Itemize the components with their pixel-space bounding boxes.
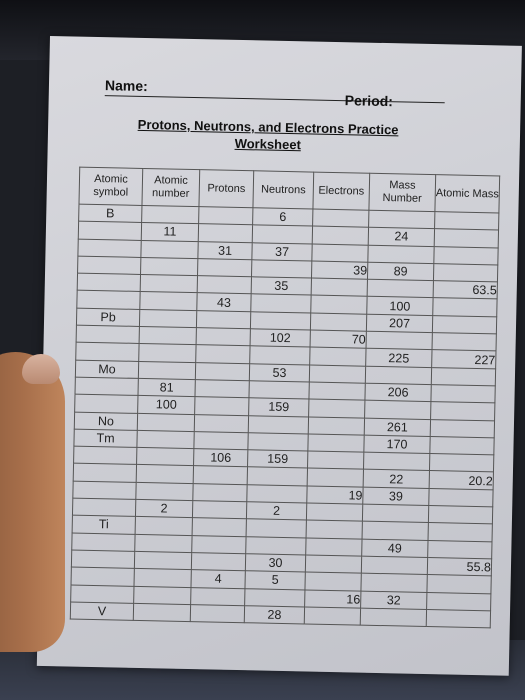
cell-electrons bbox=[305, 572, 361, 590]
cell-atomic-number bbox=[139, 327, 196, 345]
cell-electrons bbox=[312, 226, 368, 244]
cell-electrons bbox=[310, 313, 366, 331]
cell-neutrons: 5 bbox=[245, 571, 305, 590]
header-atomic-mass: Atomic Mass bbox=[435, 175, 500, 213]
cell-electrons bbox=[308, 434, 364, 452]
cell-neutrons bbox=[247, 484, 307, 503]
cell-atomic-symbol: Pb bbox=[76, 308, 139, 327]
header-atomic-symbol: Atomic symbol bbox=[79, 167, 143, 205]
cell-atomic-mass bbox=[428, 540, 492, 559]
cell-atomic-number bbox=[135, 534, 192, 552]
cell-mass-number bbox=[365, 366, 431, 385]
cell-atomic-symbol bbox=[72, 533, 135, 552]
cell-mass-number: 24 bbox=[368, 228, 434, 247]
cell-electrons bbox=[309, 399, 365, 417]
cell-atomic-symbol bbox=[77, 291, 140, 310]
cell-atomic-number: 81 bbox=[138, 378, 195, 396]
name-underline bbox=[105, 95, 445, 103]
cell-mass-number: 22 bbox=[363, 470, 429, 489]
cell-neutrons: 102 bbox=[250, 329, 310, 348]
cell-atomic-mass: 20.2 bbox=[429, 471, 493, 490]
cell-atomic-mass bbox=[433, 263, 497, 282]
title-line-1: Protons, Neutrons, and Electrons Practice bbox=[137, 116, 399, 138]
header-mass-number: Mass Number bbox=[369, 173, 436, 211]
cell-electrons bbox=[313, 209, 369, 227]
cell-protons bbox=[199, 207, 253, 225]
cell-mass-number bbox=[360, 608, 426, 627]
cell-atomic-number bbox=[137, 413, 194, 431]
cell-mass-number bbox=[361, 556, 427, 575]
cell-mass-number: 39 bbox=[363, 487, 429, 506]
header-protons: Protons bbox=[199, 170, 254, 208]
cell-mass-number: 207 bbox=[366, 314, 432, 333]
worksheet-table bbox=[70, 167, 500, 629]
cell-protons bbox=[192, 535, 246, 553]
cell-atomic-symbol: V bbox=[70, 602, 133, 621]
cell-mass-number: 89 bbox=[367, 262, 433, 281]
cell-neutrons bbox=[249, 381, 309, 400]
header-neutrons: Neutrons bbox=[253, 171, 314, 209]
cell-protons bbox=[195, 397, 249, 415]
worksheet-title bbox=[108, 115, 429, 156]
cell-electrons bbox=[311, 278, 367, 296]
cell-atomic-number bbox=[140, 275, 197, 293]
cell-mass-number: 261 bbox=[364, 418, 430, 437]
cell-protons bbox=[198, 259, 252, 277]
cell-atomic-symbol bbox=[71, 550, 134, 569]
cell-atomic-symbol bbox=[73, 481, 136, 500]
cell-electrons bbox=[311, 296, 367, 314]
cell-protons bbox=[195, 380, 249, 398]
header-electrons: Electrons bbox=[313, 172, 370, 210]
cell-protons bbox=[193, 466, 247, 484]
cell-atomic-number bbox=[138, 361, 195, 379]
cell-atomic-symbol bbox=[78, 221, 141, 240]
cell-atomic-mass: 63.5 bbox=[433, 281, 497, 300]
cell-atomic-mass bbox=[429, 488, 493, 507]
cell-atomic-symbol: Mo bbox=[75, 360, 138, 379]
cell-neutrons bbox=[251, 260, 311, 279]
cell-atomic-symbol bbox=[72, 498, 135, 517]
cell-neutrons bbox=[250, 312, 310, 331]
cell-neutrons: 159 bbox=[249, 398, 309, 417]
worksheet-table-body bbox=[70, 167, 499, 628]
cell-electrons bbox=[306, 538, 362, 556]
cell-atomic-symbol bbox=[76, 325, 139, 344]
cell-atomic-symbol bbox=[78, 256, 141, 275]
cell-atomic-symbol: Ti bbox=[72, 515, 135, 534]
cell-atomic-mass bbox=[429, 454, 493, 473]
cell-electrons bbox=[306, 503, 362, 521]
cell-protons: 31 bbox=[198, 241, 252, 259]
cell-atomic-number bbox=[136, 482, 193, 500]
hand bbox=[0, 352, 65, 652]
cell-protons bbox=[191, 587, 245, 605]
worksheet-paper bbox=[37, 36, 522, 676]
cell-protons: 43 bbox=[197, 293, 251, 311]
cell-neutrons: 53 bbox=[249, 363, 309, 382]
cell-electrons: 39 bbox=[311, 261, 367, 279]
cell-neutrons: 35 bbox=[251, 277, 311, 296]
cell-electrons bbox=[308, 417, 364, 435]
cell-neutrons bbox=[246, 519, 306, 538]
cell-electrons bbox=[306, 520, 362, 538]
cell-atomic-mass bbox=[432, 315, 496, 334]
cell-atomic-mass bbox=[433, 298, 497, 317]
cell-atomic-mass bbox=[430, 436, 494, 455]
cell-neutrons: 28 bbox=[244, 606, 304, 625]
cell-protons bbox=[196, 345, 250, 363]
cell-atomic-number bbox=[135, 517, 192, 535]
cell-mass-number: 206 bbox=[365, 383, 431, 402]
cell-electrons bbox=[310, 347, 366, 365]
cell-protons bbox=[196, 310, 250, 328]
cell-atomic-number bbox=[140, 292, 197, 310]
cell-neutrons bbox=[245, 588, 305, 607]
cell-mass-number: 170 bbox=[364, 435, 430, 454]
cell-mass-number bbox=[363, 452, 429, 471]
cell-atomic-mass bbox=[427, 575, 491, 594]
cell-neutrons bbox=[248, 433, 308, 452]
cell-mass-number bbox=[365, 400, 431, 419]
cell-neutrons: 30 bbox=[245, 554, 305, 573]
cell-mass-number bbox=[368, 245, 434, 264]
cell-atomic-number bbox=[133, 603, 190, 621]
cell-neutrons bbox=[247, 467, 307, 486]
cell-mass-number: 49 bbox=[362, 539, 428, 558]
cell-mass-number bbox=[367, 279, 433, 298]
cell-electrons bbox=[308, 451, 364, 469]
cell-atomic-number bbox=[134, 586, 191, 604]
cell-atomic-mass bbox=[432, 333, 496, 352]
period-label: Period: bbox=[344, 92, 394, 110]
cell-atomic-symbol bbox=[75, 394, 138, 413]
cell-electrons bbox=[312, 244, 368, 262]
cell-protons bbox=[192, 518, 246, 536]
cell-protons bbox=[195, 362, 249, 380]
cell-protons bbox=[196, 328, 250, 346]
cell-electrons: 19 bbox=[307, 486, 363, 504]
cell-atomic-symbol bbox=[71, 585, 134, 604]
cell-atomic-number: 2 bbox=[135, 499, 192, 517]
cell-neutrons bbox=[250, 346, 310, 365]
cell-atomic-number bbox=[141, 240, 198, 258]
cell-protons bbox=[198, 224, 252, 242]
cell-atomic-symbol bbox=[71, 567, 134, 586]
cell-electrons bbox=[309, 382, 365, 400]
cell-protons bbox=[197, 276, 251, 294]
cell-atomic-symbol bbox=[73, 464, 136, 483]
cell-atomic-mass bbox=[434, 246, 498, 265]
cell-neutrons bbox=[252, 225, 312, 244]
cell-atomic-symbol bbox=[76, 342, 139, 361]
cell-atomic-number bbox=[134, 569, 191, 587]
cell-protons bbox=[190, 604, 244, 622]
cell-protons: 106 bbox=[194, 449, 248, 467]
cell-atomic-mass bbox=[428, 506, 492, 525]
cell-atomic-symbol: Tm bbox=[74, 429, 137, 448]
cell-protons bbox=[194, 431, 248, 449]
cell-neutrons: 6 bbox=[253, 208, 313, 227]
cell-atomic-mass: 55.8 bbox=[427, 557, 491, 576]
cell-atomic-mass bbox=[431, 367, 495, 386]
cell-neutrons bbox=[246, 536, 306, 555]
cell-atomic-number: 11 bbox=[141, 223, 198, 241]
cell-protons bbox=[191, 553, 245, 571]
cell-atomic-number bbox=[141, 257, 198, 275]
cell-atomic-symbol bbox=[75, 377, 138, 396]
cell-atomic-number bbox=[134, 551, 191, 569]
cell-mass-number: 32 bbox=[361, 591, 427, 610]
cell-atomic-mass: 227 bbox=[432, 350, 496, 369]
cell-neutrons: 2 bbox=[246, 502, 306, 521]
cell-protons: 4 bbox=[191, 570, 245, 588]
cell-protons bbox=[194, 414, 248, 432]
cell-mass-number: 225 bbox=[366, 349, 432, 368]
cell-atomic-mass bbox=[431, 402, 495, 421]
cell-atomic-number bbox=[137, 430, 194, 448]
cell-atomic-number bbox=[136, 465, 193, 483]
cell-mass-number bbox=[366, 331, 432, 350]
cell-mass-number bbox=[362, 521, 428, 540]
title-line-2: Worksheet bbox=[234, 135, 302, 153]
cell-atomic-symbol: B bbox=[79, 204, 142, 223]
cell-neutrons: 37 bbox=[252, 242, 312, 261]
cell-electrons bbox=[304, 607, 360, 625]
cell-electrons: 70 bbox=[310, 330, 366, 348]
cell-neutrons: 159 bbox=[248, 450, 308, 469]
cell-atomic-mass bbox=[431, 385, 495, 404]
cell-atomic-mass bbox=[430, 419, 494, 438]
cell-atomic-symbol bbox=[77, 273, 140, 292]
cell-electrons bbox=[309, 365, 365, 383]
cell-mass-number bbox=[362, 504, 428, 523]
cell-electrons: 16 bbox=[305, 589, 361, 607]
cell-mass-number: 100 bbox=[367, 297, 433, 316]
cell-atomic-mass bbox=[434, 229, 498, 248]
cell-atomic-number bbox=[137, 448, 194, 466]
cell-mass-number bbox=[361, 573, 427, 592]
cell-atomic-mass bbox=[428, 523, 492, 542]
cell-atomic-symbol bbox=[74, 446, 137, 465]
name-label: Name: bbox=[104, 77, 148, 95]
cell-atomic-mass bbox=[426, 609, 490, 628]
cell-neutrons bbox=[248, 415, 308, 434]
cell-atomic-mass bbox=[427, 592, 491, 611]
cell-atomic-number: 100 bbox=[138, 396, 195, 414]
cell-atomic-symbol: No bbox=[74, 412, 137, 431]
cell-protons bbox=[193, 483, 247, 501]
thumbnail bbox=[22, 354, 60, 384]
cell-atomic-number bbox=[139, 309, 196, 327]
header-atomic-number: Atomic number bbox=[142, 168, 200, 206]
cell-atomic-number bbox=[142, 205, 199, 223]
cell-electrons bbox=[307, 468, 363, 486]
cell-atomic-symbol bbox=[78, 239, 141, 258]
cell-mass-number bbox=[369, 210, 435, 229]
cell-protons bbox=[192, 501, 246, 519]
cell-atomic-mass bbox=[435, 212, 499, 231]
cell-atomic-number bbox=[139, 344, 196, 362]
cell-neutrons bbox=[251, 294, 311, 313]
cell-electrons bbox=[305, 555, 361, 573]
